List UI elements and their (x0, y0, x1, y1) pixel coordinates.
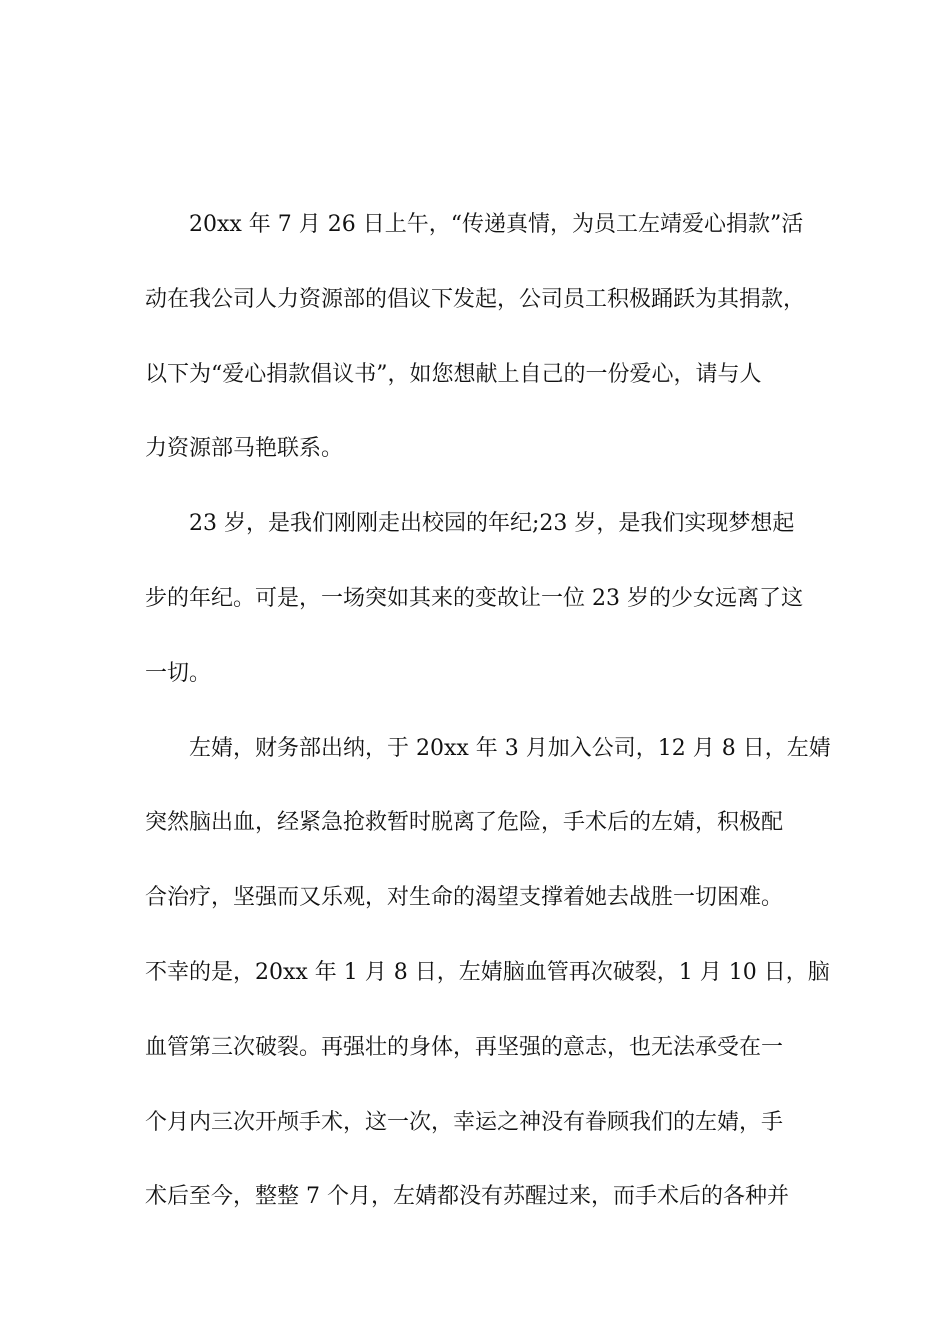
paragraph-2-line-3: 一切。 (145, 660, 212, 686)
paragraph-2-line-1: 23 岁，是我们刚刚走出校园的年纪;23 岁，是我们实现梦想起 (189, 511, 795, 537)
document-body (145, 203, 831, 1250)
paragraph-2-line-2: 步的年纪。可是，一场突如其来的变故让一位 23 岁的少女远离了这 (145, 585, 803, 611)
paragraph-1-line-3: 以下为“爱心捐款倡议书”，如您想献上自己的一份爱心，请与人 (145, 361, 762, 387)
paragraph-1-line-1: 20xx 年 7 月 26 日上午，“传递真情，为员工左靖爱心捐款”活 (189, 212, 804, 237)
paragraph-3-line-3: 合治疗，坚强而又乐观，对生命的渴望支撑着她去战胜一切困难。 (145, 885, 784, 911)
paragraph-3-line-2: 突然脑出血，经紧急抢救暂时脱离了危险，手术后的左婧，积极配 (145, 810, 784, 836)
paragraph-1-line-2: 动在我公司人力资源部的倡议下发起，公司员工积极踊跃为其捐款， (145, 286, 806, 312)
paragraph-3-line-6: 个月内三次开颅手术，这一次，幸运之神没有眷顾我们的左婧，手 (145, 1109, 784, 1135)
paragraph-1-line-4: 力资源部马艳联系。 (145, 436, 344, 462)
paragraph-3-line-1: 左婧，财务部出纳，于 20xx 年 3 月加入公司，12 月 8 日，左婧 (189, 735, 831, 761)
paragraph-3-line-5: 血管第三次破裂。再强壮的身体，再坚强的意志，也无法承受在一 (145, 1034, 784, 1060)
paragraph-3-line-7: 术后至今，整整 7 个月，左婧都没有苏醒过来，而手术后的各种并 (145, 1184, 789, 1210)
paragraph-3-line-4: 不幸的是，20xx 年 1 月 8 日，左婧脑血管再次破裂，1 月 10 日，脑 (145, 959, 830, 985)
